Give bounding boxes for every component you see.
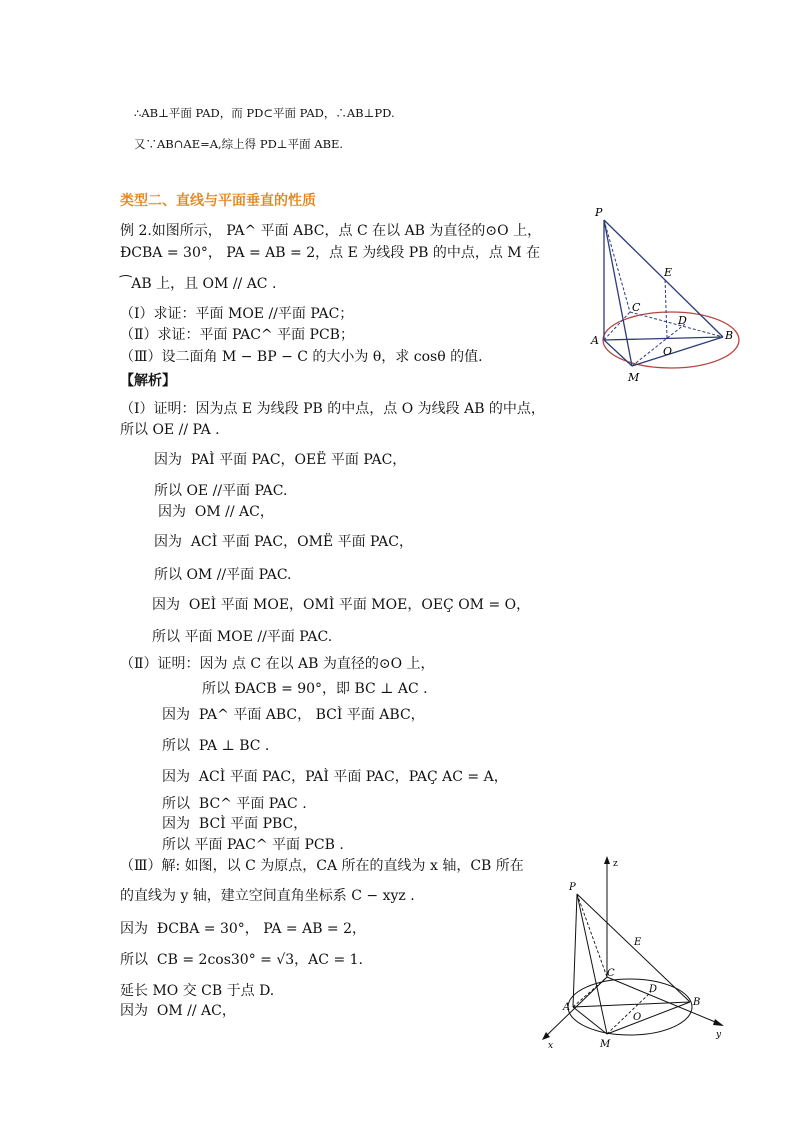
question-line: （Ⅱ）求证：平面 PAC^ 平面 PCB； <box>120 327 354 343</box>
proof-line: 所以 BC^ 平面 PAC . <box>162 796 307 812</box>
question-line: （Ⅲ）设二面角 M − BP − C 的大小为 θ，求 cosθ 的值. <box>120 349 483 365</box>
label-E: E <box>634 937 642 948</box>
proof-line: 所以 OM //平面 PAC. <box>154 567 292 583</box>
label-M: M <box>628 371 640 384</box>
proof-line: 所以 PA ⊥ BC . <box>162 738 270 754</box>
proof-line: 因为 ACÌ 平面 PAC，PAÌ 平面 PAC，PAÇ AC = A， <box>162 769 508 785</box>
label-B: B <box>693 997 701 1008</box>
proof-line: 所以 ÐACB = 90°，即 BC ⊥ AC . <box>202 681 428 697</box>
edge-PA <box>573 894 577 1007</box>
edge-AB <box>604 337 723 340</box>
example-line: 例 2.如图所示， PA^ 平面 ABC，点 C 在以 AB 为直径的⊙O 上， <box>120 223 542 239</box>
arrow-z <box>604 856 610 864</box>
label-z: z <box>613 859 618 869</box>
label-A: A <box>591 334 599 347</box>
proof-line: 因为 BCÌ 平面 PBC， <box>162 816 308 832</box>
label-x: x <box>548 1041 554 1051</box>
label-y: y <box>716 1030 722 1040</box>
proof-line: （Ⅰ）证明：因为点 E 为线段 PB 的中点，点 O 为线段 AB 的中点， <box>120 401 545 417</box>
proof-line: 因为 OEÌ 平面 MOE，OMÌ 平面 MOE，OEÇ OM = O， <box>152 597 531 613</box>
text-line: ∴AB⊥平面 PAD，而 PD⊂平面 PAD，∴AB⊥PD. <box>134 106 395 120</box>
label-C: C <box>607 968 615 979</box>
axis-y <box>607 977 720 1024</box>
example-line: ⁀AB 上，且 OM // AC . <box>120 276 277 292</box>
label-A: A <box>563 1002 571 1013</box>
proof-line: 所以 OE // PA . <box>120 422 220 438</box>
proof-line: 因为 PA^ 平面 ABC， BCÌ 平面 ABC， <box>162 707 425 723</box>
proof-line: 因为 OM // AC， <box>158 504 274 520</box>
example-line: ÐCBA = 30°， PA = AB = 2，点 E 为线段 PB 的中点，点 M 在 <box>120 245 541 261</box>
cone-figure-2 <box>535 852 735 1052</box>
edge-OE <box>665 278 667 338</box>
base-circle <box>568 979 692 1035</box>
edge-MD <box>607 992 651 1034</box>
proof-line: （Ⅱ）证明：因为 点 C 在以 AB 为直径的⊙O 上， <box>120 656 435 672</box>
solution-line: 所以 CB = 2cos30° = √3，AC = 1. <box>120 952 363 968</box>
proof-line: 所以 平面 MOE //平面 PAC. <box>152 629 333 645</box>
solution-line: 延长 MO 交 CB 于点 D. <box>120 983 275 999</box>
edge-MB <box>632 337 723 366</box>
label-P: P <box>569 882 576 893</box>
label-O: O <box>663 345 673 358</box>
edge-PB <box>577 894 690 1002</box>
edge-CB <box>630 312 723 337</box>
edge-PC <box>604 220 630 312</box>
label-D: D <box>678 314 687 327</box>
arrow-y <box>713 1019 724 1026</box>
solution-line: 的直线为 y 轴，建立空间直角坐标系 C − xyz . <box>120 888 415 904</box>
text-line: 又∵AB∩AE=A,综上得 PD⊥平面 ABE. <box>134 137 344 151</box>
label-E: E <box>664 266 673 279</box>
solution-line: 因为 OM // AC， <box>120 1003 236 1019</box>
label-M: M <box>600 1039 611 1050</box>
proof-line: 因为 ACÌ 平面 PAC，OMË 平面 PAC， <box>154 534 413 550</box>
label-P: P <box>595 206 603 219</box>
edge-MD <box>632 324 685 366</box>
edge-MB <box>607 1002 690 1034</box>
solution-line: （Ⅲ）解: 如图，以 C 为原点，CA 所在的直线为 x 轴，CB 所在 <box>120 858 524 874</box>
analysis-heading: 【解析】 <box>120 373 176 389</box>
label-B: B <box>725 329 734 342</box>
cone-figure-1 <box>585 200 745 390</box>
question-line: （Ⅰ）求证：平面 MOE //平面 PAC； <box>120 306 354 322</box>
label-D: D <box>649 984 658 995</box>
proof-line: 所以 平面 PAC^ 平面 PCB . <box>162 837 344 853</box>
section-heading: 类型二、直线与平面垂直的性质 <box>120 193 316 209</box>
edge-PM <box>577 894 607 1034</box>
label-O: O <box>633 1012 642 1023</box>
solution-line: 因为 ÐCBA = 30°， PA = AB = 2， <box>120 921 367 937</box>
label-C: C <box>632 301 641 314</box>
proof-line: 因为 PAÌ 平面 PAC，OEË 平面 PAC， <box>154 452 407 468</box>
proof-line: 所以 OE //平面 PAC. <box>154 483 288 499</box>
